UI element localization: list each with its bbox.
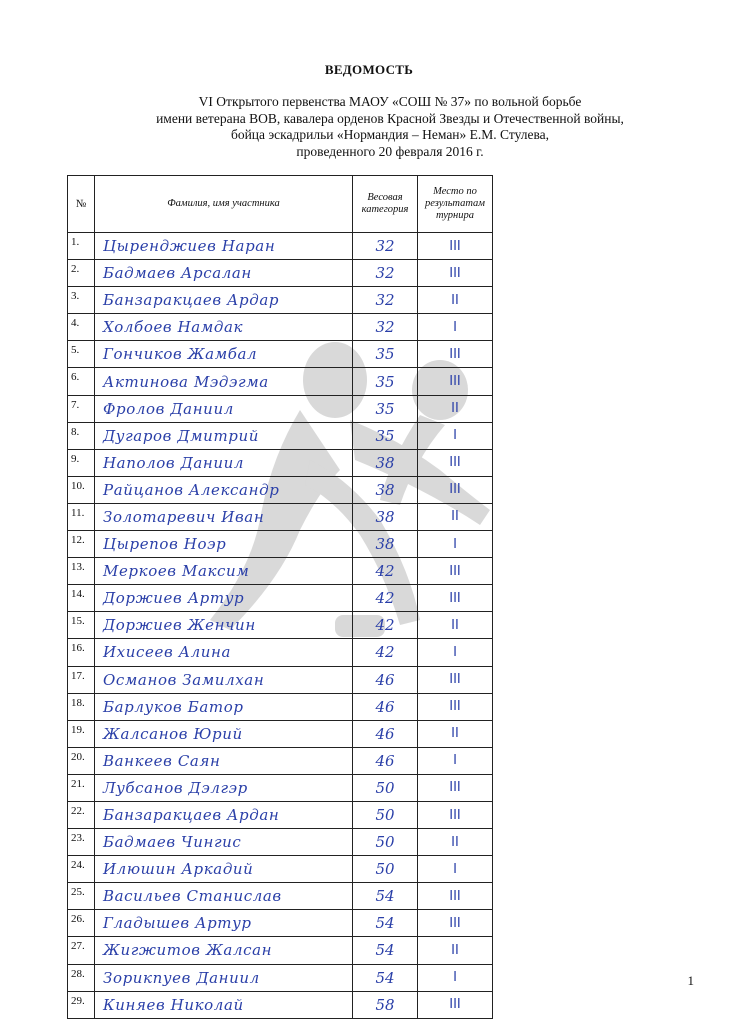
table-header-row <box>68 176 493 233</box>
participant-name: Барлуков Батор <box>95 693 353 720</box>
weight-category: 46 <box>353 720 418 747</box>
participant-name: Фролов Даниил <box>95 395 353 422</box>
row-number: 27. <box>68 937 95 964</box>
table-row <box>68 476 493 503</box>
place-result: II <box>418 395 493 422</box>
table-row <box>68 991 493 1018</box>
table-row <box>68 612 493 639</box>
participant-name: Банзаракцаев Ардан <box>95 801 353 828</box>
row-number: 15. <box>68 612 95 639</box>
participant-name: Бадмаев Чингис <box>95 829 353 856</box>
table-row <box>68 937 493 964</box>
row-number: 12. <box>68 531 95 558</box>
place-result: II <box>418 829 493 856</box>
row-number: 22. <box>68 801 95 828</box>
table-row <box>68 395 493 422</box>
table-row <box>68 449 493 476</box>
participant-name: Жалсанов Юрий <box>95 720 353 747</box>
row-number: 16. <box>68 639 95 666</box>
place-result: III <box>418 233 493 260</box>
table-row <box>68 774 493 801</box>
participant-name: Лубсанов Дэлгэр <box>95 774 353 801</box>
weight-category: 42 <box>353 558 418 585</box>
participant-name: Золотаревич Иван <box>95 503 353 530</box>
row-number: 3. <box>68 287 95 314</box>
row-number: 2. <box>68 260 95 287</box>
table-row <box>68 829 493 856</box>
table-row <box>68 910 493 937</box>
row-number: 7. <box>68 395 95 422</box>
weight-category: 50 <box>353 829 418 856</box>
table-row <box>68 558 493 585</box>
place-result: III <box>418 910 493 937</box>
row-number: 5. <box>68 341 95 368</box>
weight-category: 38 <box>353 449 418 476</box>
weight-category: 32 <box>353 233 418 260</box>
place-result: II <box>418 720 493 747</box>
table-row <box>68 801 493 828</box>
place-result: II <box>418 503 493 530</box>
weight-category: 32 <box>353 287 418 314</box>
weight-category: 35 <box>353 341 418 368</box>
participant-name: Жигжитов Жалсан <box>95 937 353 964</box>
table-row <box>68 964 493 991</box>
table-row <box>68 856 493 883</box>
subtitle-line: проведенного 20 февраля 2016 г. <box>296 143 484 159</box>
participant-name: Гончиков Жамбал <box>95 341 353 368</box>
participant-name: Васильев Станислав <box>95 883 353 910</box>
row-number: 6. <box>68 368 95 395</box>
page-number: 1 <box>687 973 694 988</box>
place-result: III <box>418 585 493 612</box>
weight-category: 54 <box>353 910 418 937</box>
place-result: III <box>418 991 493 1018</box>
weight-category: 35 <box>353 395 418 422</box>
results-table <box>67 175 493 1019</box>
table-row <box>68 287 493 314</box>
place-result: III <box>418 774 493 801</box>
place-result: III <box>418 341 493 368</box>
place-result: II <box>418 287 493 314</box>
participant-name: Зорикпуев Даниил <box>95 964 353 991</box>
row-number: 25. <box>68 883 95 910</box>
participant-name: Холбоев Намдак <box>95 314 353 341</box>
header-num: № <box>68 176 95 233</box>
participant-name: Бадмаев Арсалан <box>95 260 353 287</box>
weight-category: 54 <box>353 964 418 991</box>
row-number: 19. <box>68 720 95 747</box>
weight-category: 38 <box>353 531 418 558</box>
place-result: I <box>418 964 493 991</box>
weight-category: 42 <box>353 612 418 639</box>
participant-name: Киняев Николай <box>95 991 353 1018</box>
participant-name: Доржиев Женчин <box>95 612 353 639</box>
place-result: III <box>418 693 493 720</box>
participant-name: Цырепов Ноэр <box>95 531 353 558</box>
participant-name: Доржиев Артур <box>95 585 353 612</box>
row-number: 1. <box>68 233 95 260</box>
place-result: I <box>418 747 493 774</box>
place-result: III <box>418 368 493 395</box>
row-number: 20. <box>68 747 95 774</box>
weight-category: 46 <box>353 747 418 774</box>
participant-name: Ихисеев Алина <box>95 639 353 666</box>
table-row <box>68 341 493 368</box>
table-row <box>68 666 493 693</box>
row-number: 9. <box>68 449 95 476</box>
participant-name: Дугаров Дмитрий <box>95 422 353 449</box>
place-result: I <box>418 314 493 341</box>
row-number: 14. <box>68 585 95 612</box>
row-number: 28. <box>68 964 95 991</box>
row-number: 13. <box>68 558 95 585</box>
table-row <box>68 422 493 449</box>
place-result: III <box>418 476 493 503</box>
place-result: II <box>418 937 493 964</box>
weight-category: 35 <box>353 422 418 449</box>
place-result: I <box>418 639 493 666</box>
weight-category: 46 <box>353 666 418 693</box>
table-row <box>68 639 493 666</box>
weight-category: 50 <box>353 856 418 883</box>
subtitle-line: имени ветерана ВОВ, кавалера орденов Красной Звезды и Отечественной войны, <box>156 110 624 126</box>
table-row <box>68 585 493 612</box>
weight-category: 50 <box>353 774 418 801</box>
row-number: 4. <box>68 314 95 341</box>
document-title: ВЕДОМОСТЬ <box>324 62 414 77</box>
row-number: 21. <box>68 774 95 801</box>
row-number: 10. <box>68 476 95 503</box>
weight-category: 50 <box>353 801 418 828</box>
table-row <box>68 883 493 910</box>
table-row <box>68 693 493 720</box>
table-row <box>68 314 493 341</box>
header-weight: Весовая категория <box>353 176 418 233</box>
participant-name: Гладышев Артур <box>95 910 353 937</box>
table-row <box>68 531 493 558</box>
row-number: 29. <box>68 991 95 1018</box>
header-place: Место по результатам турнира <box>418 176 493 233</box>
subtitle-line: VI Открытого первенства МАОУ «СОШ № 37» по вольной борьбе <box>198 94 582 109</box>
place-result: III <box>418 883 493 910</box>
row-number: 18. <box>68 693 95 720</box>
row-number: 24. <box>68 856 95 883</box>
place-result: I <box>418 422 493 449</box>
weight-category: 54 <box>353 937 418 964</box>
weight-category: 38 <box>353 503 418 530</box>
place-result: III <box>418 801 493 828</box>
table-row <box>68 747 493 774</box>
table-row <box>68 720 493 747</box>
place-result: III <box>418 260 493 287</box>
place-result: II <box>418 612 493 639</box>
participant-name: Наполов Даниил <box>95 449 353 476</box>
weight-category: 54 <box>353 883 418 910</box>
weight-category: 42 <box>353 639 418 666</box>
participant-name: Банзаракцаев Ардар <box>95 287 353 314</box>
weight-category: 38 <box>353 476 418 503</box>
weight-category: 42 <box>353 585 418 612</box>
row-number: 26. <box>68 910 95 937</box>
header-name: Фамилия, имя участника <box>95 176 353 233</box>
participant-name: Илюшин Аркадий <box>95 856 353 883</box>
table-row <box>68 503 493 530</box>
table-row <box>68 260 493 287</box>
row-number: 17. <box>68 666 95 693</box>
place-result: I <box>418 856 493 883</box>
weight-category: 58 <box>353 991 418 1018</box>
place-result: III <box>418 449 493 476</box>
row-number: 23. <box>68 829 95 856</box>
document-subtitle <box>110 94 670 160</box>
place-result: III <box>418 558 493 585</box>
participant-name: Цыренджиев Наран <box>95 233 353 260</box>
participant-name: Османов Замилхан <box>95 666 353 693</box>
participant-name: Райцанов Александр <box>95 476 353 503</box>
subtitle-line: бойца эскадрильи «Нормандия – Неман» Е.М. Стулева, <box>230 127 550 142</box>
weight-category: 46 <box>353 693 418 720</box>
weight-category: 35 <box>353 368 418 395</box>
participant-name: Актинова Мэдэгма <box>95 368 353 395</box>
participant-name: Меркоев Максим <box>95 558 353 585</box>
row-number: 11. <box>68 503 95 530</box>
table-row <box>68 233 493 260</box>
place-result: III <box>418 666 493 693</box>
participant-name: Ванкеев Саян <box>95 747 353 774</box>
table-row <box>68 368 493 395</box>
weight-category: 32 <box>353 260 418 287</box>
weight-category: 32 <box>353 314 418 341</box>
place-result: I <box>418 531 493 558</box>
row-number: 8. <box>68 422 95 449</box>
